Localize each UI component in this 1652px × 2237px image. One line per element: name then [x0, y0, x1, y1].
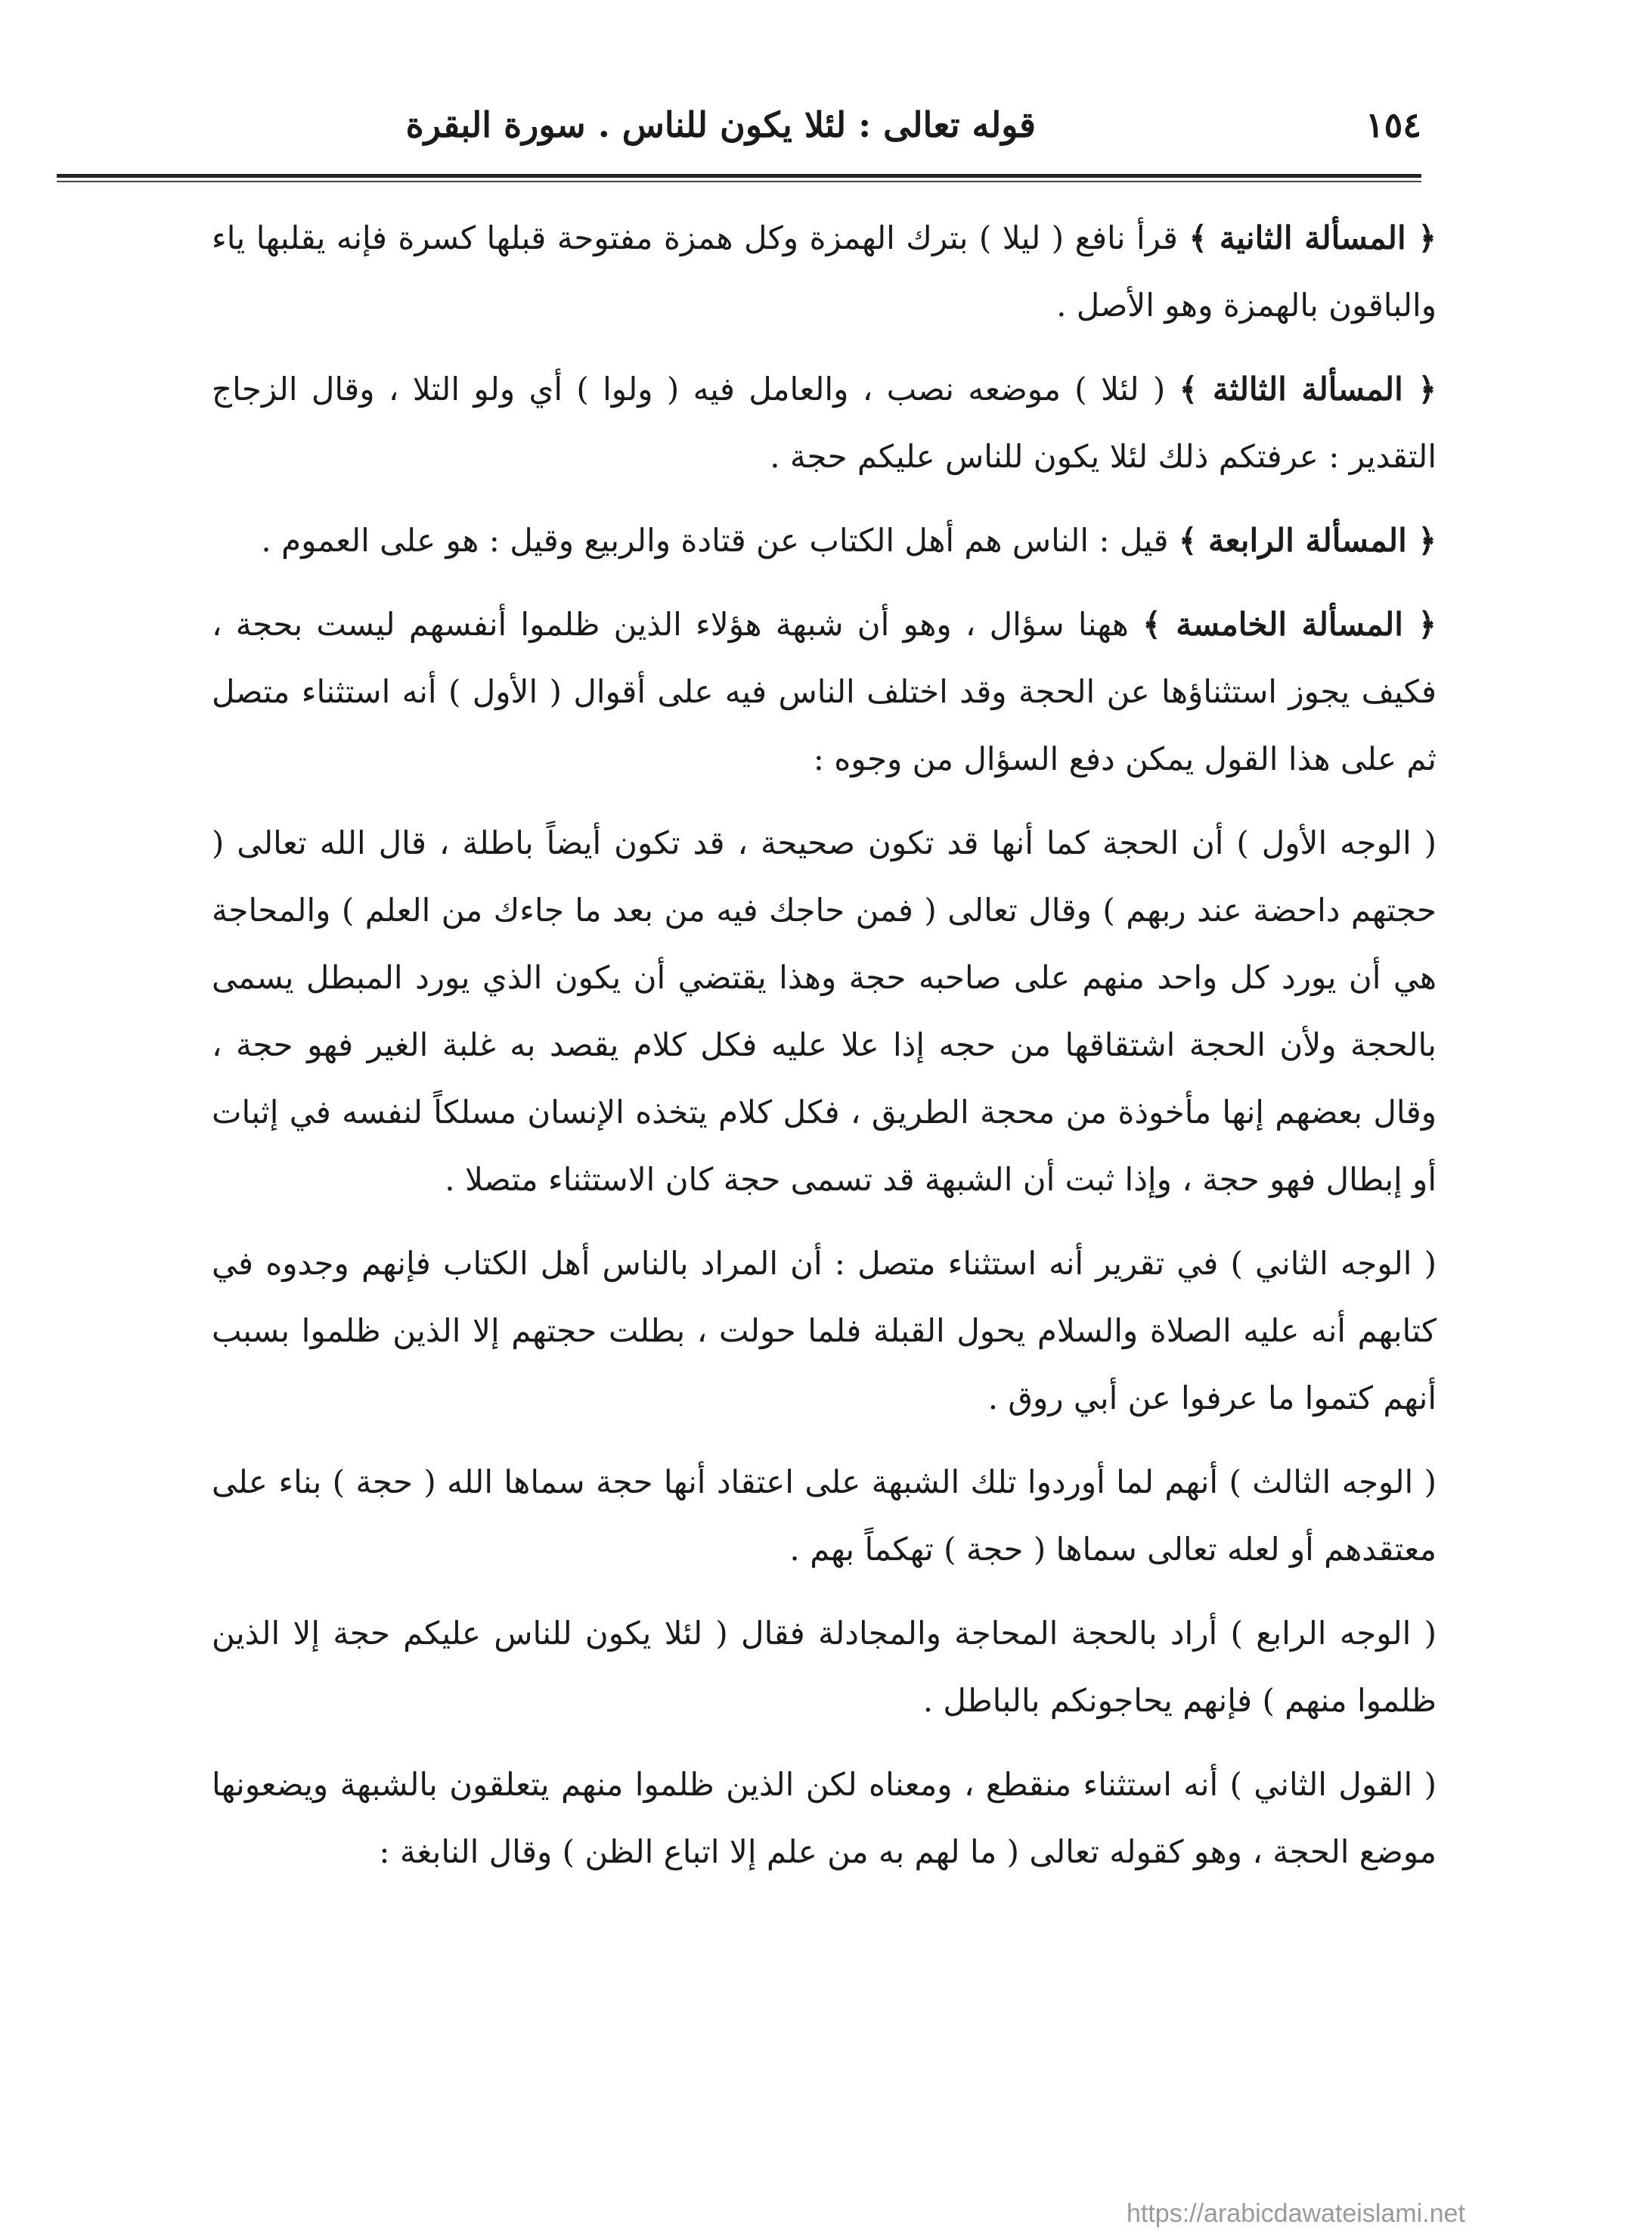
paragraph-text: ههنا سؤال ، وهو أن شبهة هؤلاء الذين ظلموا أنفسهم ليست بحجة ، فكيف يجوز استثناؤها عن الحجة وقد اختلف الناس فيه على أقوال ( الأول ) أنه استثناء متصل ثم على هذا القول يمكن دفع السؤال من وجوه :	[212, 606, 1437, 777]
paragraph-text: ( الوجه الرابع ) أراد بالحجة المحاجة والمجادلة فقال ( لئلا يكون للناس عليكم حجة إلا الذين ظلموا منهم ) فإنهم يحاجونكم بالباطل .	[212, 1615, 1437, 1719]
paragraph-text: ( الوجه الثالث ) أنهم لما أوردوا تلك الشبهة على اعتقاد أنها حجة سماها الله ( حجة ) بناء على معتقدهم أو لعله تعالى سماها ( حجة ) تهكماً بهم .	[212, 1463, 1437, 1568]
paragraph-text: قرأ نافع ( ليلا ) بترك الهمزة وكل همزة مفتوحة قبلها كسرة فإنه يقلبها ياء والباقون بالهمزة وهو الأصل .	[212, 219, 1437, 324]
paragraph-masala-3	[212, 355, 1437, 490]
paragraph-wajh-2	[212, 1230, 1437, 1432]
paragraph-heading: ﴿ المسألة الخامسة ﴾	[1142, 606, 1437, 643]
paragraph-masala-2	[212, 204, 1437, 339]
paragraph-wajh-3	[212, 1448, 1437, 1583]
paragraph-heading: ﴿ المسألة الرابعة ﴾	[1178, 522, 1437, 559]
paragraph-text: ( الوجه الثاني ) في تقرير أنه استثناء متصل : أن المراد بالناس أهل الكتاب فإنهم وجدوه في كتابهم أنه عليه الصلاة والسلام يحول القبلة فلما حولت ، بطلت حجتهم إلا الذين ظلموا بسبب أنهم كتموا ما عرفوا عن أبي روق .	[212, 1245, 1437, 1416]
body-text	[212, 204, 1437, 1902]
watermark-url: https://arabicdawateislami.net	[1127, 2199, 1465, 2228]
page-header	[53, 98, 1421, 166]
header-rule	[57, 174, 1421, 178]
running-title: قوله تعالى : لئلا يكون للناس . سورة البقرة	[405, 104, 1036, 145]
paragraph-wajh-4	[212, 1599, 1437, 1734]
paragraph-heading: ﴿ المسألة الثالثة ﴾	[1179, 371, 1437, 408]
page-number: ١٥٤	[1365, 104, 1421, 145]
paragraph-qawl-2	[212, 1751, 1437, 1885]
paragraph-text: ( الوجه الأول ) أن الحجة كما أنها قد تكون صحيحة ، قد تكون أيضاً باطلة ، قال الله تعالى ( حجتهم داحضة عند ربهم ) وقال تعالى ( فمن حاجك فيه من بعد ما جاءك من العلم ) والمحاجة هي أن يورد كل واحد منهم على صاحبه حجة وهذا يقتضي أن يكون الذي يورد المبطل يسمى بالحجة ولأن الحجة اشتقاقها من حجه إذا علا عليه فكل كلام يقصد به غلبة الغير فهو حجة ، وقال بعضهم إنها مأخوذة من محجة الطريق ، فكل كلام يتخذه الإنسان مسلكاً لنفسه في إثبات أو إبطال فهو حجة ، وإذا ثبت أن الشبهة قد تسمى حجة كان الاستثناء متصلا .	[212, 824, 1437, 1198]
paragraph-text: ( لئلا ) موضعه نصب ، والعامل فيه ( ولوا ) أي ولو التلا ، وقال الزجاج التقدير : عرفتكم ذلك لئلا يكون للناس عليكم حجة .	[212, 371, 1437, 475]
paragraph-text: ( القول الثاني ) أنه استثناء منقطع ، ومعناه لكن الذين ظلموا منهم يتعلقون بالشبهة ويضعونها موضع الحجة ، وهو كقوله تعالى ( ما لهم به من علم إلا اتباع الظن ) وقال النابغة :	[212, 1766, 1437, 1870]
paragraph-text: قيل : الناس هم أهل الكتاب عن قتادة والربيع وقيل : هو على العموم .	[261, 522, 1179, 559]
paragraph-masala-4	[212, 507, 1437, 574]
paragraph-masala-5	[212, 591, 1437, 793]
paragraph-wajh-1	[212, 809, 1437, 1213]
paragraph-heading: ﴿ المسألة الثانية ﴾	[1189, 219, 1437, 256]
